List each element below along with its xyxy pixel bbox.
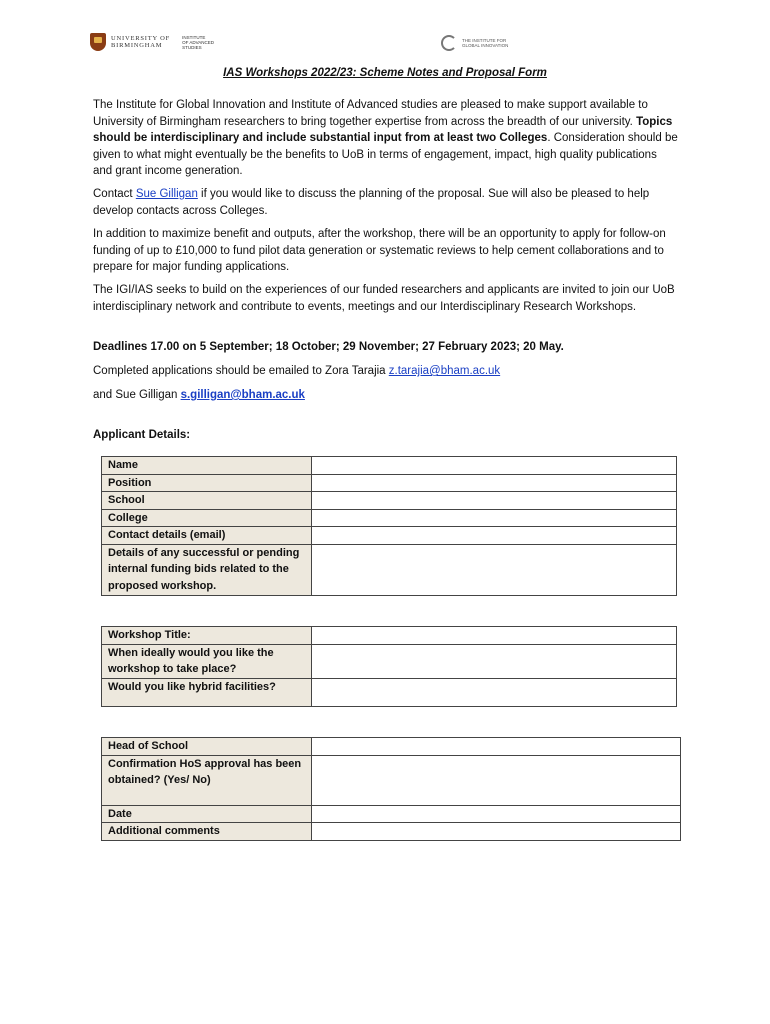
field-label: Additional comments <box>102 823 312 841</box>
ias-logo-line2: OF ADVANCED <box>182 39 215 45</box>
field-label: Head of School <box>102 738 312 756</box>
deadlines: Deadlines 17.00 on 5 September; 18 October; 29 November; 27 February 2023; 20 May. <box>93 341 564 353</box>
contact-paragraph <box>93 186 678 219</box>
table-row <box>102 509 677 527</box>
igi-logo-line1: THE INSTITUTE FOR <box>462 37 507 43</box>
sue-gilligan-link[interactable]: Sue Gilligan <box>135 188 198 200</box>
ias-logo-line1: INSTITUTE <box>182 34 206 40</box>
date-field[interactable] <box>312 805 681 823</box>
table-row <box>102 457 677 475</box>
university-logo-line1: UNIVERSITY OF <box>111 35 171 42</box>
position-field[interactable] <box>312 474 677 492</box>
igi-logo <box>441 35 508 51</box>
submission-text: Completed applications should be emailed to Zora Tarajia <box>93 365 389 377</box>
field-label: Contact details (email) <box>102 527 312 545</box>
field-label: Confirmation HoS approval has been obtained? (Yes/ No) <box>102 755 312 805</box>
head-of-school-field[interactable] <box>312 738 681 756</box>
table-row <box>102 544 677 596</box>
table-row <box>102 738 681 756</box>
submission-line-2 <box>93 387 678 404</box>
table-row <box>102 823 681 841</box>
field-label: Details of any successful or pending internal funding bids related to the proposed workshop. <box>102 544 312 596</box>
table-row <box>102 627 677 645</box>
table-row <box>102 474 677 492</box>
table-row <box>102 678 677 706</box>
field-label: College <box>102 509 312 527</box>
hos-approval-field[interactable] <box>312 755 681 805</box>
ias-logo <box>182 35 214 50</box>
field-label: When ideally would you like the workshop to take place? <box>102 644 312 678</box>
igi-circle-icon <box>441 35 457 51</box>
page-title: IAS Workshops 2022/23: Scheme Notes and Proposal Form <box>223 67 547 79</box>
ias-logo-line3: STUDIES <box>182 44 202 50</box>
hybrid-facilities-field[interactable] <box>312 678 677 706</box>
intro-bold-text: Topics should be interdisciplinary and include substantial input from at least two Colleges <box>93 115 673 144</box>
table-row <box>102 492 677 510</box>
applicant-heading: Applicant Details: <box>93 429 191 441</box>
funding-paragraph: In addition to maximize benefit and outputs, after the workshop, there will be an opportunity to apply for follow-on funding of up to £10,000 to fund pilot data generation or systematic reviews to help cement collaborations and to prepare for major funding applications. <box>93 228 666 273</box>
field-label: Name <box>102 457 312 475</box>
table-row <box>102 644 677 678</box>
sue-email-link[interactable]: s.gilligan@bham.ac.uk <box>180 389 305 401</box>
workshop-date-field[interactable] <box>312 644 677 678</box>
funding-bids-field[interactable] <box>312 544 677 596</box>
table-row <box>102 805 681 823</box>
school-field[interactable] <box>312 492 677 510</box>
igi-logo-line2: GLOBAL INNOVATION <box>462 43 509 48</box>
college-field[interactable] <box>312 509 677 527</box>
intro-paragraph <box>93 97 678 180</box>
university-logo-line2: BIRMINGHAM <box>111 42 163 49</box>
submission-text-2: and Sue Gilligan <box>93 389 181 401</box>
table-row <box>102 755 681 805</box>
intro-text-end: . Consideration should be given to what might eventually be the benefits to UoB in terms of engagement, impact, high quality publications and grant income generation. <box>93 132 678 177</box>
zora-email-link[interactable]: z.tarajia@bham.ac.uk <box>388 365 501 377</box>
workshop-title-field[interactable] <box>312 627 677 645</box>
hos-table <box>101 737 681 841</box>
additional-comments-field[interactable] <box>312 823 681 841</box>
field-label: Would you like hybrid facilities? <box>102 678 312 706</box>
contact-suffix: if you would like to discuss the planning of the proposal. Sue will also be pleased to help develop contacts across Colleges. <box>93 188 650 217</box>
workshop-table <box>101 626 677 707</box>
contact-prefix: Contact <box>93 188 136 200</box>
field-label: Workshop Title: <box>102 627 312 645</box>
network-paragraph: The IGI/IAS seeks to build on the experiences of our funded researchers and applicants are invited to join our UoB interdisciplinary network and contribute to events, meetings and our Interdisciplinary Research Workshops. <box>93 284 675 313</box>
field-label: Position <box>102 474 312 492</box>
field-label: Date <box>102 805 312 823</box>
applicant-table <box>101 456 677 596</box>
field-label: School <box>102 492 312 510</box>
table-row <box>102 527 677 545</box>
crest-icon <box>90 33 106 51</box>
university-logo <box>90 33 214 51</box>
intro-text: The Institute for Global Innovation and Institute of Advanced studies are pleased to make support available to University of Birmingham researchers to bring together expertise from across the breadth of our university. <box>93 99 648 128</box>
submission-line <box>93 363 678 380</box>
contact-email-field[interactable] <box>312 527 677 545</box>
name-field[interactable] <box>312 457 677 475</box>
